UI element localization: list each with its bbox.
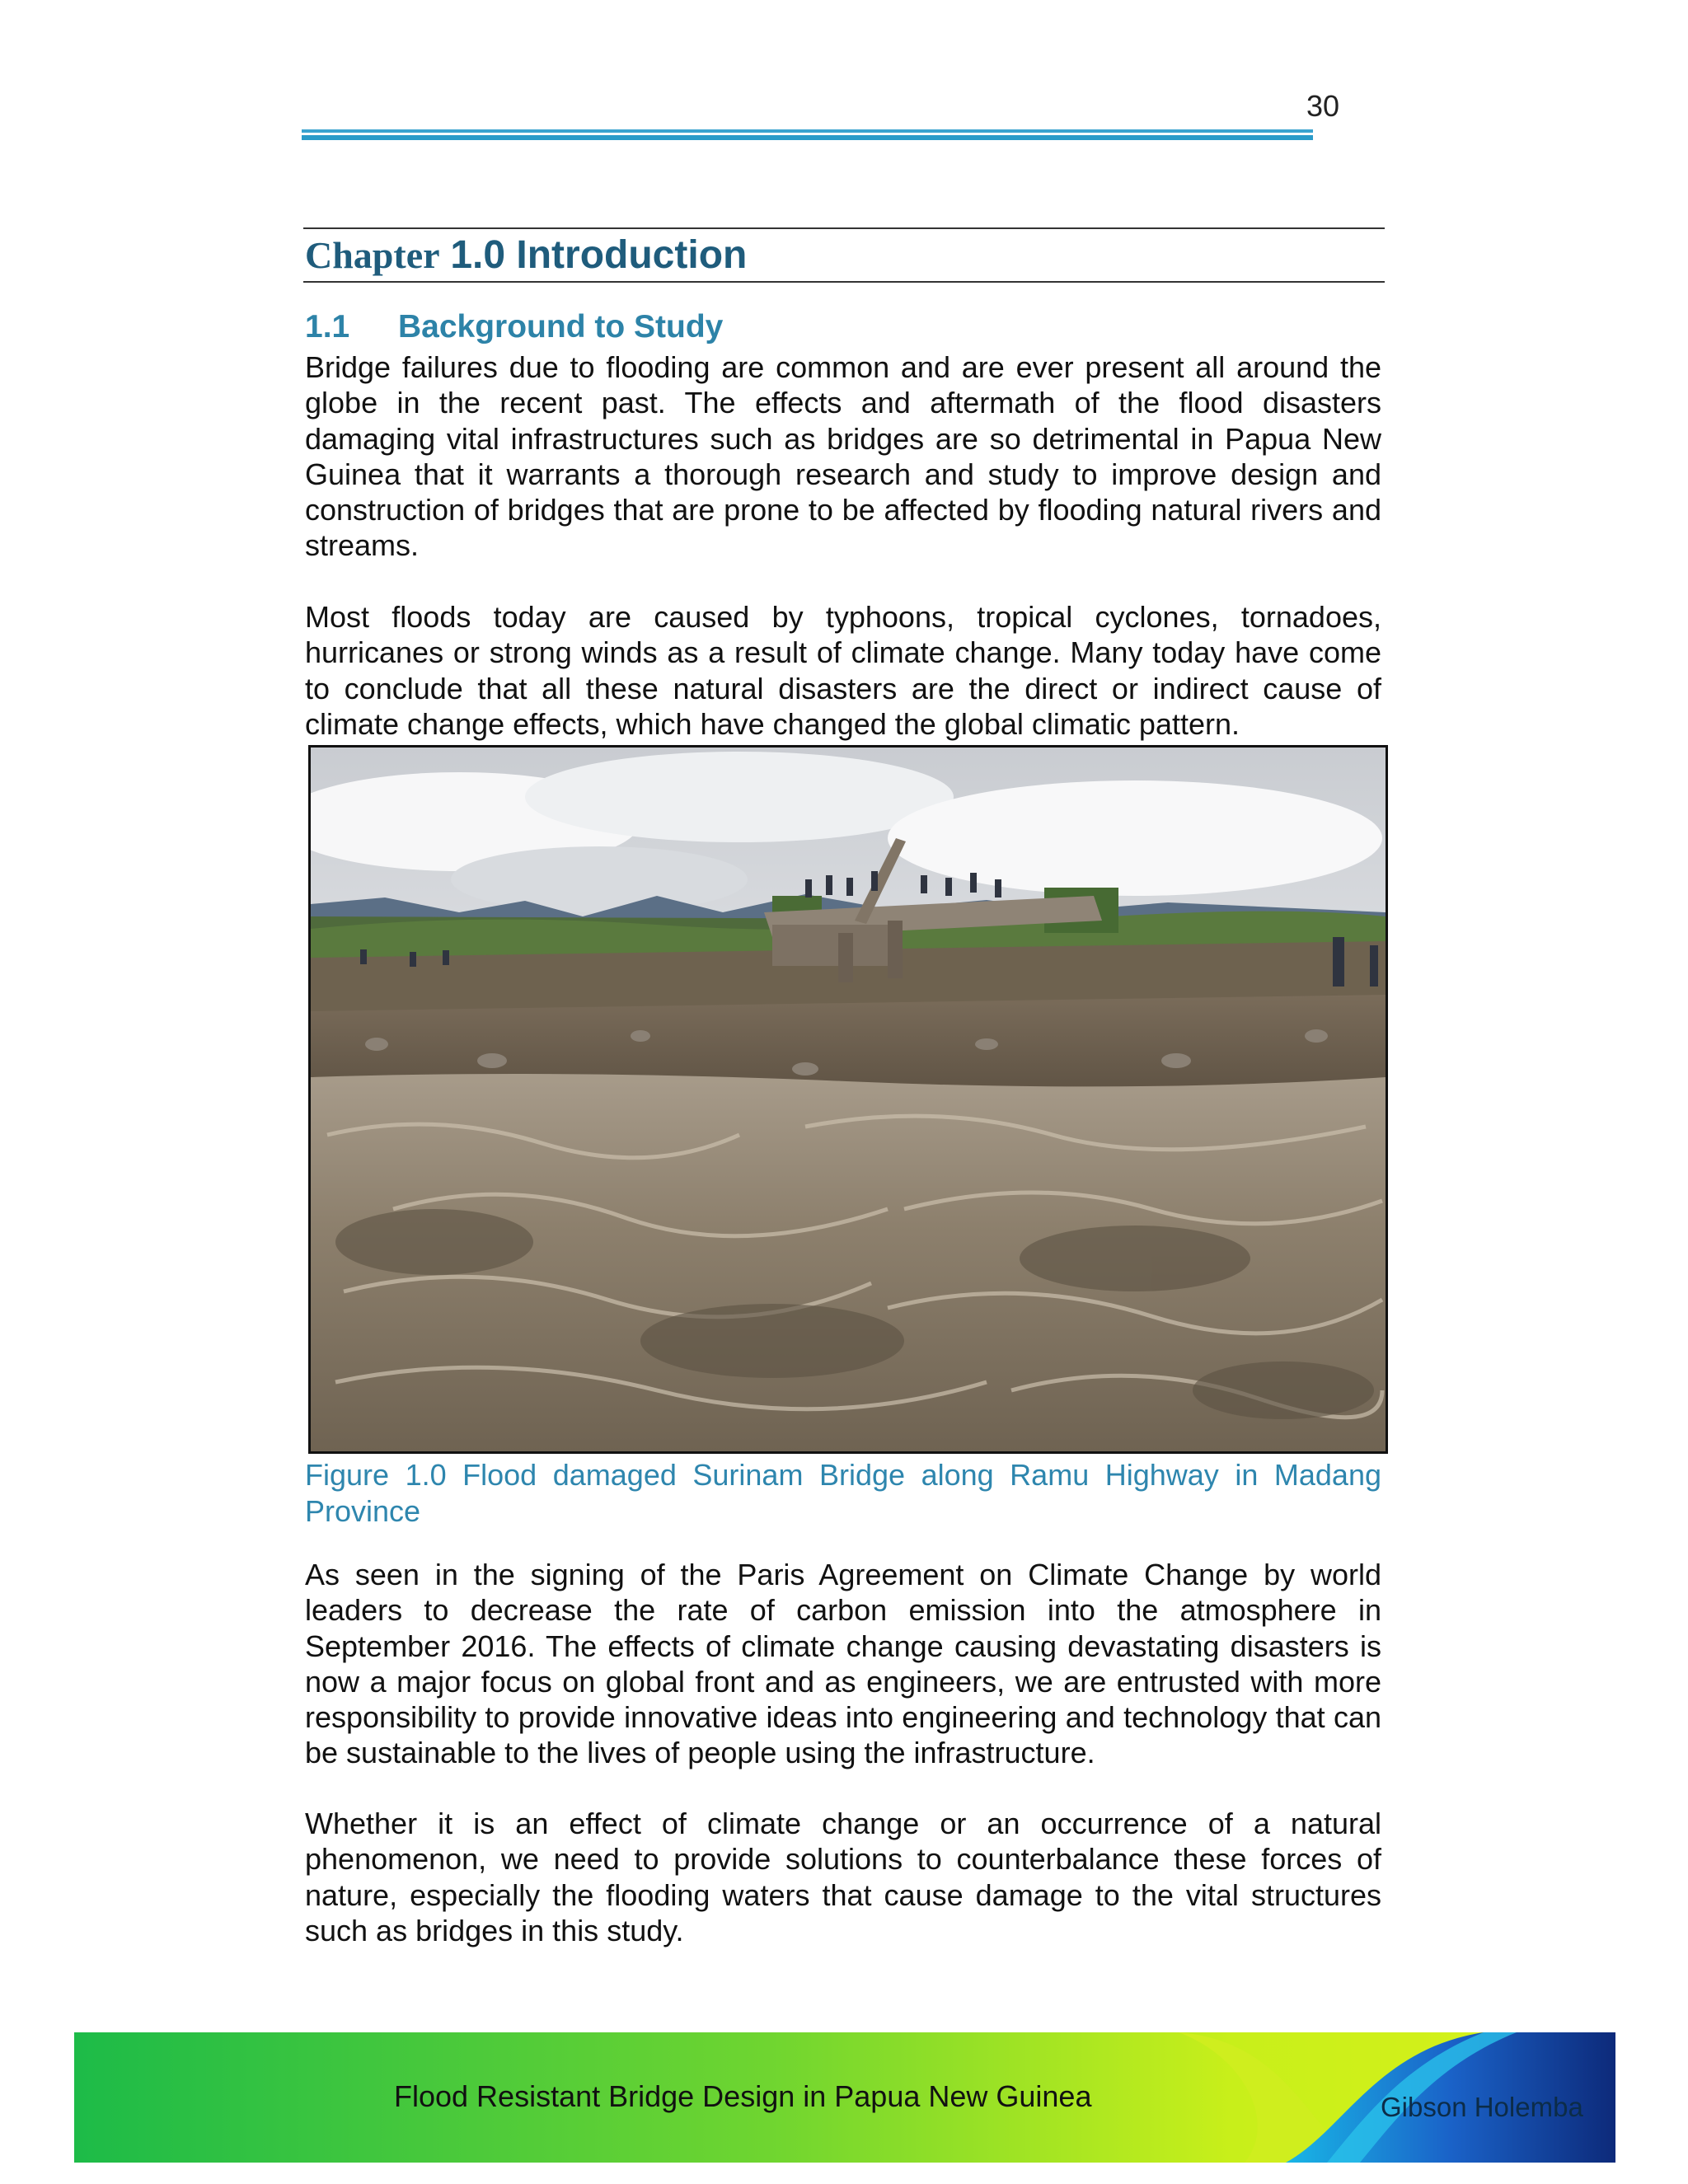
chapter-number-title: 1.0 Introduction (450, 233, 748, 277)
footer-author: Gibson Holemba (1381, 2092, 1583, 2122)
page-number: 30 (1306, 89, 1340, 123)
chapter-title (305, 232, 747, 278)
paragraph: As seen in the signing of the Paris Agreement on Climate Change by world leaders to decrease the rate of carbon emission into the atmosphere in September 2016. The effects of climate change causing devastating disasters is now a major focus on global front and as engineers, we are entrusted with more responsibility to provide innovative ideas into engineering and technology that can be sustainable to the lives of people using the infrastructure. (305, 1558, 1381, 1770)
figure-caption: Figure 1.0 Flood damaged Surinam Bridge along Ramu Highway in Madang Province (305, 1458, 1381, 1528)
section-title: Background to Study (398, 309, 724, 344)
chapter-rule-top (303, 227, 1385, 229)
section-heading (305, 309, 723, 345)
paragraph: Bridge failures due to flooding are common and are ever present all around the globe in the recent past. The effects and aftermath of the flood disasters damaging vital infrastructures such as bridges are so detrimental in Papua New Guinea that it warrants a thorough research and study to improve design and construction of bridges that are prone to be affected by flooding natural rivers and streams. (305, 350, 1381, 563)
paragraph: Most floods today are caused by typhoons, tropical cyclones, tornadoes, hurricanes or strong winds as a result of climate change. Many today have come to conclude that all these natural disasters are the direct or indirect cause of climate change effects, which have changed the global climatic pattern. (305, 600, 1381, 741)
header-rule (302, 129, 1313, 133)
chapter-word: Chapter (305, 234, 440, 276)
footer-document-title: Flood Resistant Bridge Design in Papua New Guinea (394, 2079, 1092, 2113)
header-rule-thick (302, 135, 1313, 140)
figure-photo-flood-bridge (308, 745, 1388, 1454)
chapter-rule-bottom (303, 281, 1385, 283)
paragraph: Whether it is an effect of climate change or an occurrence of a natural phenomenon, we need to provide solutions to counterbalance these forces of nature, especially the flooding waters that cause damage to the vital structures such as bridges in this study. (305, 1807, 1381, 1947)
section-number: 1.1 (305, 309, 350, 344)
